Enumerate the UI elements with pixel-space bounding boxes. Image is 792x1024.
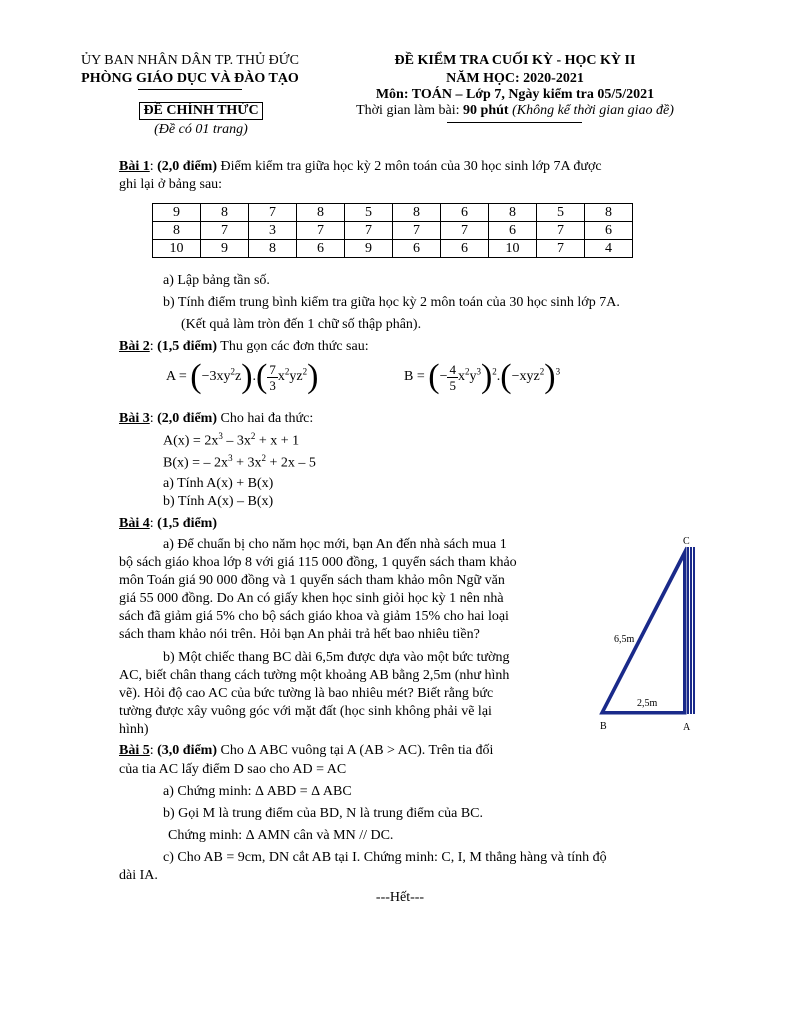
table-cell: 8 [297, 204, 345, 222]
school-year: NĂM HỌC: 2020-2021 [446, 71, 584, 86]
side-bc-label: 6,5m [614, 634, 635, 645]
bai4-a-line: sách tham khảo nói trên. Hỏi bạn An phải trả hết bao nhiêu tiền? [119, 627, 480, 642]
time-line [330, 102, 700, 120]
end-marker: ---Hết--- [375, 890, 425, 905]
subject-line: Môn: TOÁN – Lớp 7, Ngày kiểm tra 05/5/2021 [375, 87, 655, 102]
exam-title: ĐỀ KIỂM TRA CUỐI KỲ - HỌC KỲ II [394, 53, 636, 68]
side-ab-label: 2,5m [637, 698, 658, 709]
bai5-text2: của tia AC lấy điểm D sao cho AD = AC [119, 762, 347, 777]
table-cell: 8 [201, 204, 249, 222]
vertex-c-label: C [683, 536, 690, 547]
bai1-intro: Bài 1: (2,0 điểm) Điểm kiểm tra giữa học kỳ 2 môn toán của 30 học sinh lớp 7A được [119, 159, 602, 174]
table-row [153, 222, 633, 240]
table-cell: 8 [489, 204, 537, 222]
bai1-label: Bài 1 [119, 159, 150, 174]
bai1-points: (2,0 điểm) [157, 159, 218, 174]
bai4-a-line: a) Để chuẩn bị cho năm học mới, bạn An đến nhà sách mua 1 [163, 537, 507, 552]
table-cell: 9 [201, 240, 249, 258]
bai4-a-line: giá 55 000 đồng. Do An có giấy khen học sinh giỏi học kỳ 1 nên nhà [119, 591, 504, 606]
table-cell: 7 [297, 222, 345, 240]
header-divider-right [447, 122, 582, 123]
bai4-b-line: tường được xây vuông góc với mặt đất (học sinh không phải vẽ lại [119, 704, 492, 719]
bai4-a-line: sách đã giảm giá 5% cho bộ sách giáo khoa và giảm 15% cho hai loại [119, 609, 509, 624]
table-row [153, 204, 633, 222]
bai4-b-line: hình) [119, 722, 149, 737]
table-cell: 9 [153, 204, 201, 222]
header-department: PHÒNG GIÁO DỤC VÀ ĐÀO TẠO [81, 71, 299, 86]
bai3-points: (2,0 điểm) [157, 411, 218, 426]
table-cell: 6 [297, 240, 345, 258]
bai3-label: Bài 3 [119, 411, 150, 426]
bai4-a-line: bộ sách giáo khoa lớp 8 với giá 115 000 đồng, 1 quyển sách tham khảo [119, 555, 517, 570]
table-cell: 5 [345, 204, 393, 222]
table-cell: 7 [441, 222, 489, 240]
bai3-text: Cho hai đa thức: [217, 411, 314, 426]
table-cell: 7 [345, 222, 393, 240]
bai4-intro: Bài 4: (1,5 điểm) [119, 516, 218, 531]
bai1-text2: ghi lại ở bảng sau: [119, 177, 223, 192]
table-cell: 10 [489, 240, 537, 258]
table-cell: 6 [489, 222, 537, 240]
table-cell: 7 [201, 222, 249, 240]
time-label: Thời gian làm bài: [356, 103, 464, 118]
vertex-a-label: A [683, 722, 691, 733]
bai5-label: Bài 5 [119, 743, 150, 758]
table-cell: 6 [585, 222, 633, 240]
bai4-points: (1,5 điểm) [157, 516, 218, 531]
bai5-part-c1: c) Cho AB = 9cm, DN cắt AB tại I. Chứng minh: C, I, M thẳng hàng và tính độ [163, 850, 607, 865]
polynomial-a: $A(x) = 2x^3 - 3x^2 + x + 1$ [163, 431, 300, 449]
bai3-part-a: a) Tính A(x) + B(x) [163, 476, 274, 491]
bai5-points: (3,0 điểm) [157, 743, 218, 758]
ladder-figure [590, 530, 710, 740]
table-cell: 7 [537, 240, 585, 258]
table-cell: 8 [249, 240, 297, 258]
table-cell: 8 [153, 222, 201, 240]
table-cell: 6 [441, 240, 489, 258]
bai2-points: (1,5 điểm) [157, 339, 218, 354]
bai2-label: Bài 2 [119, 339, 150, 354]
bai2-expression-b: B = (− $\frac{4}{5}$ $x^2y^3)^2.(-xyz^2)^3$ [404, 358, 561, 395]
table-cell: 3 [249, 222, 297, 240]
table-cell: 7 [393, 222, 441, 240]
bai4-b-line: b) Một chiếc thang BC dài 6,5m được dựa vào một bức tường [163, 650, 510, 665]
bai4-b-line: AC, biết chân thang cách tường một khoảng AB bằng 2,5m (như hình [119, 668, 510, 683]
table-row [153, 240, 633, 258]
table-cell: 6 [441, 204, 489, 222]
time-note: (Không kể thời gian giao đề) [508, 103, 674, 118]
pages-note: (Đề có 01 trang) [154, 122, 248, 137]
bai2-intro: Bài 2: (1,5 điểm) Thu gọn các đơn thức sau: [119, 339, 369, 354]
header-agency: ỦY BAN NHÂN DÂN TP. THỦ ĐỨC [81, 53, 299, 68]
bai1-text1: Điểm kiểm tra giữa học kỳ 2 môn toán của 30 học sinh lớp 7A được [217, 159, 602, 174]
header-divider-left [138, 89, 242, 90]
bai1-part-b: b) Tính điểm trung bình kiểm tra giữa học kỳ 2 môn toán của 30 học sinh lớp 7A. [163, 295, 620, 310]
bai2-text: Thu gọn các đơn thức sau: [217, 339, 369, 354]
table-cell: 8 [393, 204, 441, 222]
bai5-part-b: b) Gọi M là trung điểm của BD, N là trung điểm của BC. [163, 806, 483, 821]
bai4-label: Bài 4 [119, 516, 150, 531]
bai5-part-a: a) Chứng minh: Δ ABD = Δ ABC [163, 784, 352, 799]
bai4-b-line: vẽ). Hỏi độ cao AC của bức tường là bao nhiêu mét? Biết rằng bức [119, 686, 494, 701]
table-cell: 4 [585, 240, 633, 258]
table-cell: 7 [537, 222, 585, 240]
bai5-part-b2: Chứng minh: Δ AMN cân và MN // DC. [168, 828, 394, 843]
table-cell: 9 [345, 240, 393, 258]
table-cell: 7 [249, 204, 297, 222]
table-cell: 6 [393, 240, 441, 258]
bai1-part-a: a) Lập bảng tần số. [163, 273, 270, 288]
polynomial-b: B(x) = – $2x^3 + 3x^2 + 2x - 5$ [163, 453, 316, 471]
bai3-intro: Bài 3: (2,0 điểm) Cho hai đa thức: [119, 411, 314, 426]
bai4-a-line: môn Toán giá 90 000 đồng và 1 quyển sách tham khảo môn Ngữ văn [119, 573, 505, 588]
bai5-intro: Bài 5: (3,0 điểm) Cho Δ ABC vuông tại A (AB > AC). Trên tia đối [119, 743, 494, 758]
bai1-part-b-note: (Kết quả làm tròn đến 1 chữ số thập phân). [181, 317, 422, 332]
bai5-part-c2: dài IA. [119, 868, 158, 883]
table-cell: 5 [537, 204, 585, 222]
table-cell: 10 [153, 240, 201, 258]
vertex-b-label: B [600, 721, 607, 732]
bai5-text1: Cho Δ ABC vuông tại A (AB > AC). Trên tia đối [217, 743, 494, 758]
bai2-expression-a: $A = (-3xy^2z)$.( $\frac{7}{3}$ $x^2yz^2$) [166, 358, 319, 395]
official-badge: ĐỀ CHÍNH THỨC [139, 102, 263, 120]
scores-table [152, 203, 633, 258]
table-cell: 8 [585, 204, 633, 222]
time-value: 90 phút [463, 103, 509, 118]
bai3-part-b: b) Tính A(x) – B(x) [163, 494, 274, 509]
